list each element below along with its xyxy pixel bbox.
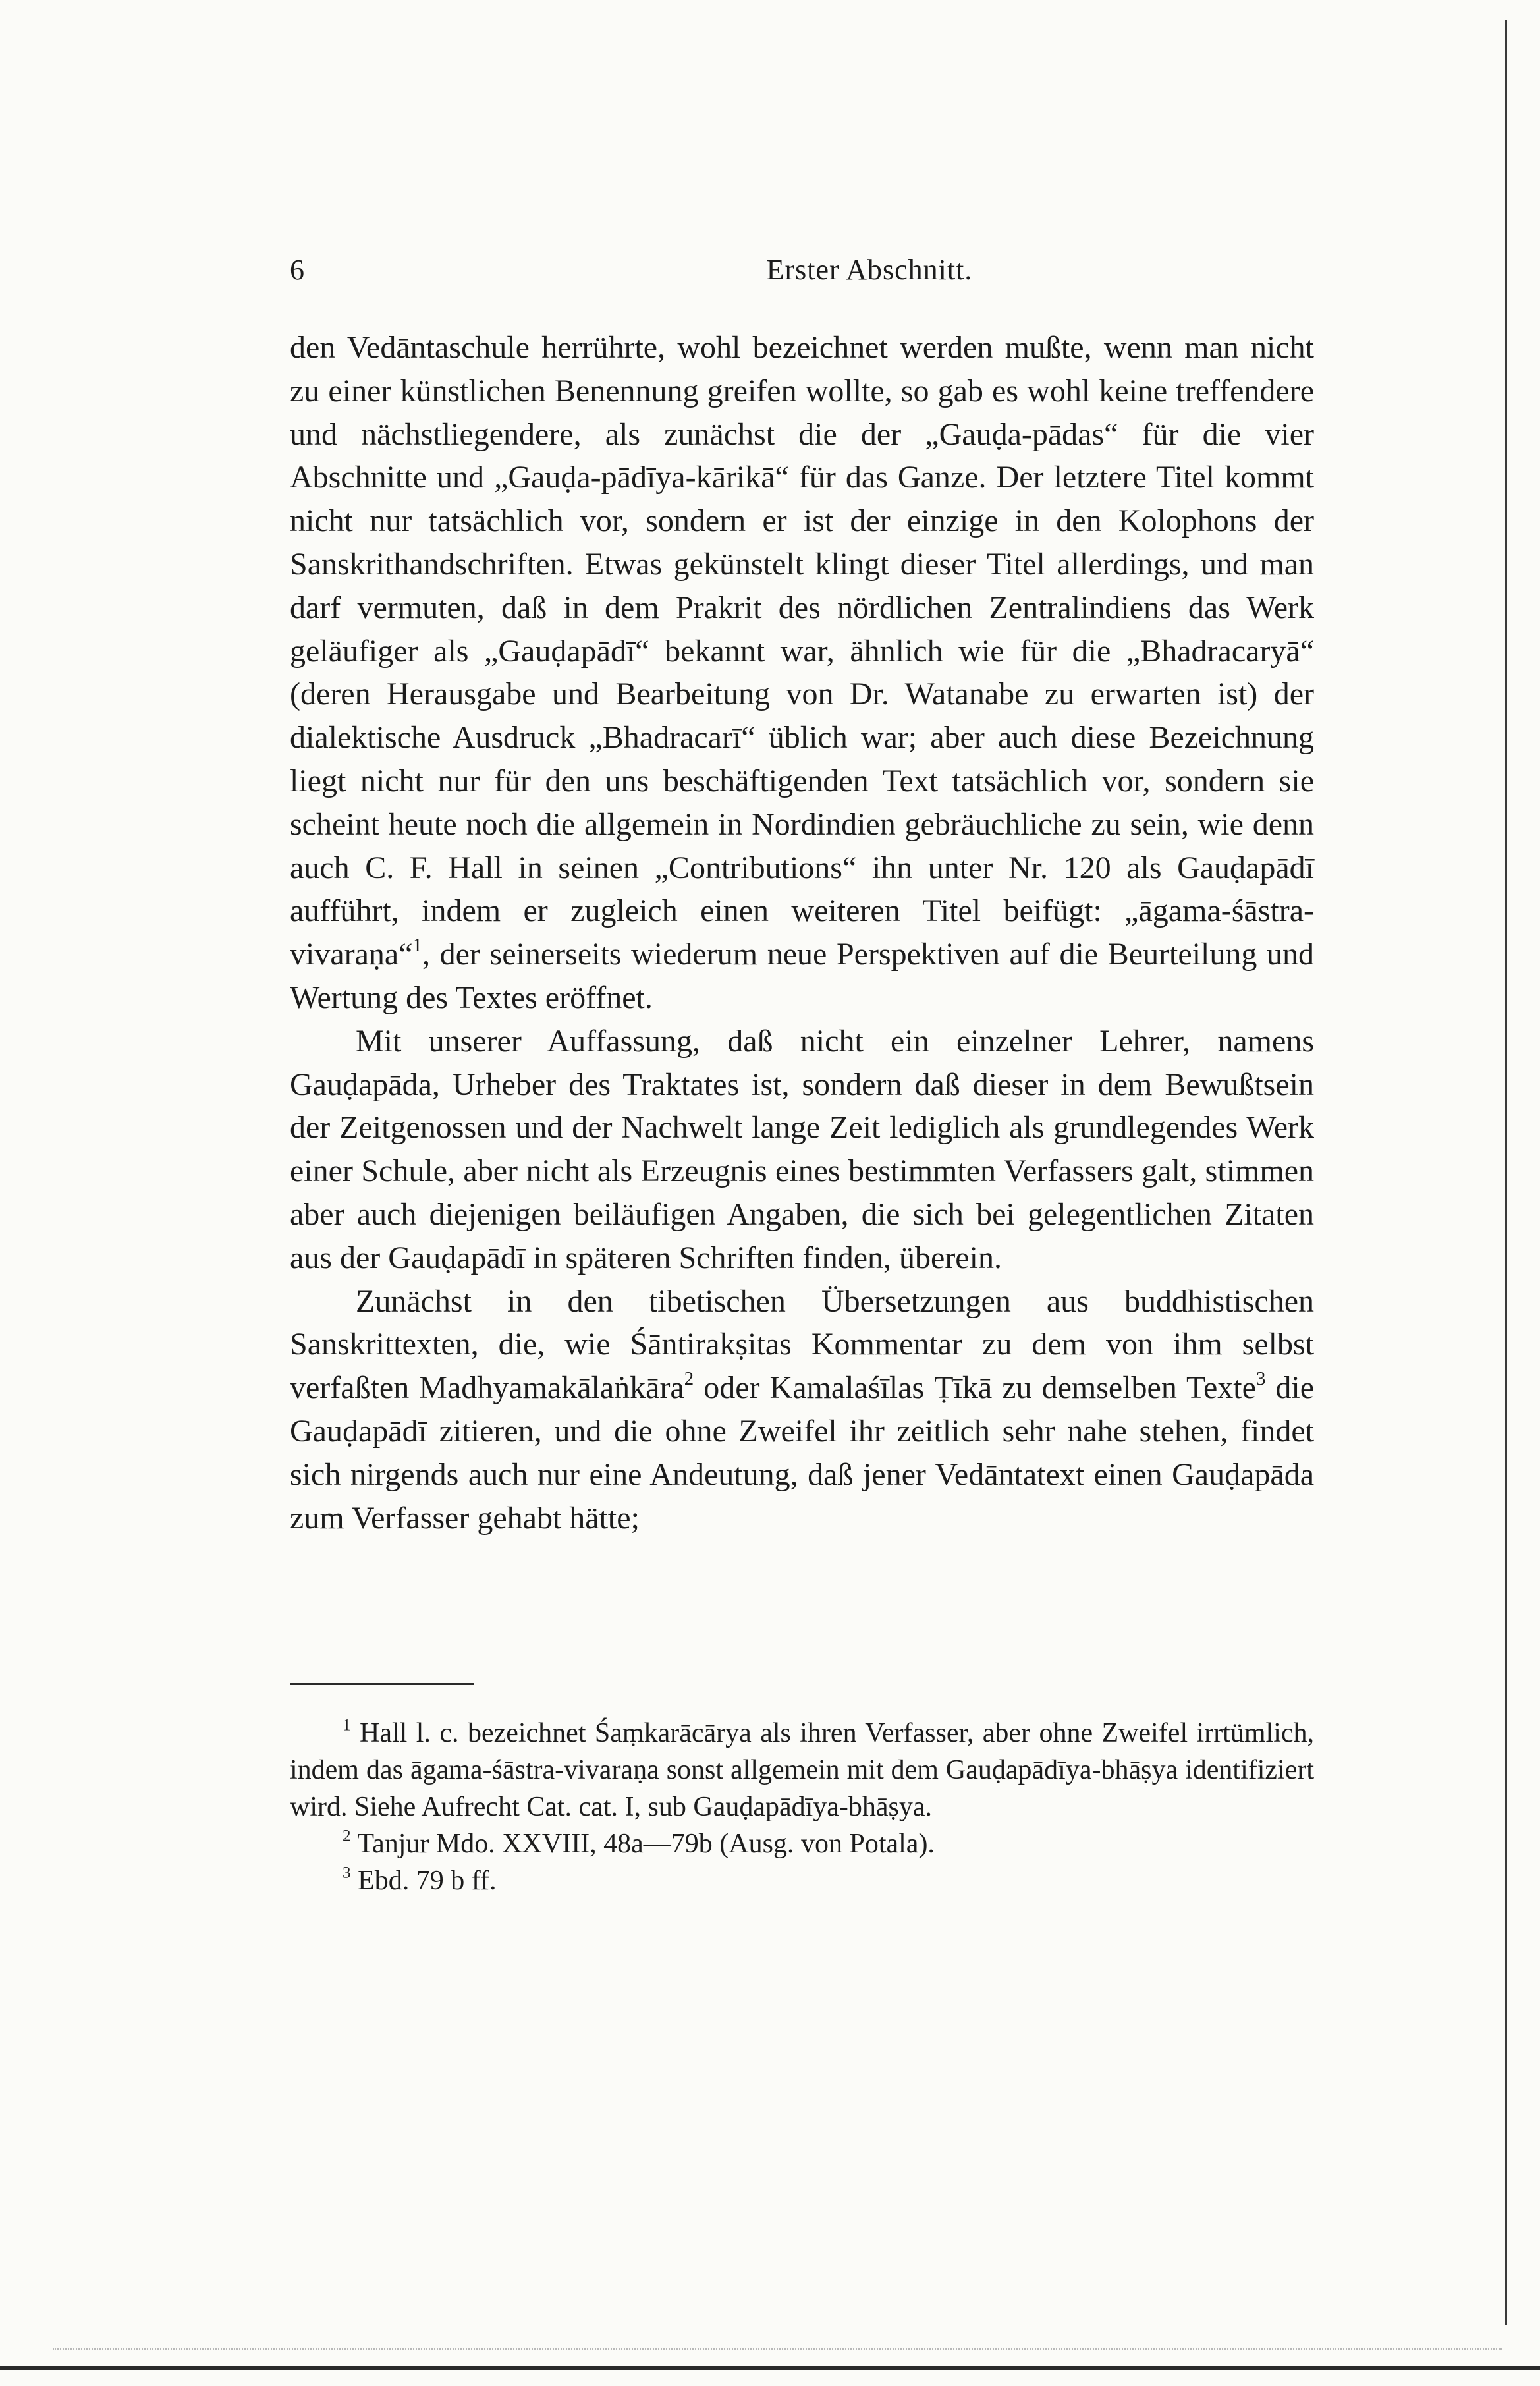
footnote-ref-2: 2	[684, 1368, 694, 1389]
footnote-3-marker: 3	[343, 1864, 351, 1882]
paragraph-3-text-c: die Gauḍapādī zitieren, und die ohne Zweifel ihr zeitlich sehr nahe stehen, findet sich nirgends auch nur eine Andeutung, daß jener Vedāntatext einen Gauḍapāda zum Verfasser gehabt hätte;	[290, 1370, 1315, 1536]
paragraph-2: Mit unserer Auffassung, daß nicht ein einzelner Lehrer, namens Gauḍapāda, Urheber des Traktates ist, sondern daß dieser in dem Bewußtsein der Zeitgenossen und der Nachwelt lange Zeit lediglich als grundlegendes Werk einer Schule, aber nicht als Erzeugnis eines bestimmten Verfassers galt, stimmen aber auch diejenigen beiläufigen Angaben, die sich bei gelegentlichen Zitaten aus der Gauḍapādī in späteren Schriften finden, überein.	[290, 1023, 1314, 1275]
paragraph-3	[290, 1280, 1314, 1540]
footnotes	[290, 1715, 1314, 1899]
footnote-2-text: Tanjur Mdo. XXVIII, 48a—79b (Ausg. von Potala).	[357, 1829, 935, 1859]
scan-dotted-line	[53, 2348, 1502, 2350]
paragraph-1-text: den Vedāntaschule herrührte, wohl bezeichnet werden mußte, wenn man nicht zu einer künstlichen Benennung greifen wollte, so gab es wohl keine treffendere und nächstliegendere, als zunächst die der „Gauḍa-pādas“ für die vier Abschnitte und „Gauḍa-pādīya-kārikā“ für das Ganze. Der letztere Titel kommt nicht nur tatsächlich vor, sondern er ist der einzige in den Kolophons der Sanskrithandschriften. Etwas gekünstelt klingt dieser Titel allerdings, und man darf vermuten, daß in dem Prakrit des nördlichen Zentralindiens das Werk geläufiger als „Gauḍapādī“ bekannt war, ähnlich wie für die „Bhadracaryā“ (deren Herausgabe und Bearbeitung von Dr. Watanabe zu erwarten ist) der dialektische Ausdruck „Bhadracarī“ üblich war; aber auch diese Bezeichnung liegt nicht nur für den uns beschäftigenden Text tatsächlich vor, sondern sie scheint heute noch die allgemein in Nordindien gebräuchliche zu sein, wie denn auch C. F. Hall in seinen „Contributions“ ihn unter Nr. 120 als Gauḍapādī aufführt, indem er zugleich einen weiteren Titel beifügt: „āgama-śāstra-vivaraṇa“	[290, 330, 1314, 972]
page-edge-line	[1505, 20, 1507, 2325]
footnote-ref-3: 3	[1255, 1368, 1266, 1389]
running-title: Erster Abschnitt.	[766, 254, 973, 286]
footnote-3-text: Ebd. 79 b ff.	[358, 1866, 497, 1896]
footnote-ref-1: 1	[412, 935, 422, 956]
main-text	[290, 326, 1314, 1540]
footnote-2-marker: 2	[343, 1827, 351, 1845]
footnote-3	[290, 1862, 1314, 1899]
paragraph-3-text-a: Zunächst in den tibetischen Übersetzungen aus buddhistischen Sanskrittexten, die, wie Śāntirakṣitas Kommentar zu dem von ihm selbst verfaßten Madhyamakālaṅkāra	[290, 1283, 1314, 1406]
paragraph-3-text-b: oder Kamalaśīlas Ṭīkā zu demselben Texte	[703, 1370, 1256, 1406]
footnote-1-text: Hall l. c. bezeichnet Śaṃkarācārya als ihren Verfasser, aber ohne Zweifel irrtümlich, indem das āgama-śāstra-vivaraṇa sonst allgemein mit dem Gauḍapādīya-bhāṣya identifiziert wird. Siehe Aufrecht Cat. cat. I, sub Gauḍapādīya-bhāṣya.	[290, 1718, 1314, 1822]
running-header	[290, 250, 1317, 290]
footnote-divider	[290, 1683, 474, 1685]
scan-bottom-edge	[0, 2366, 1540, 2370]
paragraph-1-end: der seinerseits wiederum neue Perspektiven auf die Beurteilung und Wertung des Textes eröffnet.	[290, 937, 1315, 1015]
footnote-1	[290, 1715, 1314, 1825]
footnote-1-marker: 1	[343, 1716, 351, 1734]
footnote-2	[290, 1825, 1314, 1862]
paragraph-1: den Vedāntaschule herrührte, wohl bezeichnet werden mußte, wenn man nicht zu einer künstlichen Benennung greifen wollte, so gab es wohl keine treffendere und nächstliegendere, als zunächst die der „Gauḍa-pādas“ für die vier Abschnitte und „Gauḍa-pādīya-kārikā“ für das Ganze. Der letztere Titel kommt nicht nur tatsächlich vor, sondern er ist der einzige in den Kolophons der Sanskrithandschriften. Etwas gekünstelt klingt dieser Titel allerdings, und man darf vermuten, daß in dem Prakrit des nördlichen Zentralindiens das Werk geläufiger als „Gauḍapādī“ bekannt war, ähnlich wie für die „Bhadracaryā“ (deren Herausgabe und Bearbeitung von Dr. Watanabe zu erwarten ist) der dialektische Ausdruck „Bhadracarī“ üblich war; aber auch diese Bezeichnung liegt nicht nur für den uns beschäftigenden Text tatsächlich vor, sondern sie scheint heute noch die allgemein in Nordindien gebräuchliche zu sein, wie denn auch C. F. Hall in seinen „Contributions“ ihn unter Nr. 120 als Gauḍapādī aufführt, indem er zugleich einen weiteren Titel beifügt: „āgama-śāstra-vivaraṇa“$^1$, der seinerseits wiederum neue Perspektiven auf die Beurteilung und Wertung des Textes eröffnet.	[290, 330, 1315, 1015]
page-number: 6	[290, 254, 304, 286]
